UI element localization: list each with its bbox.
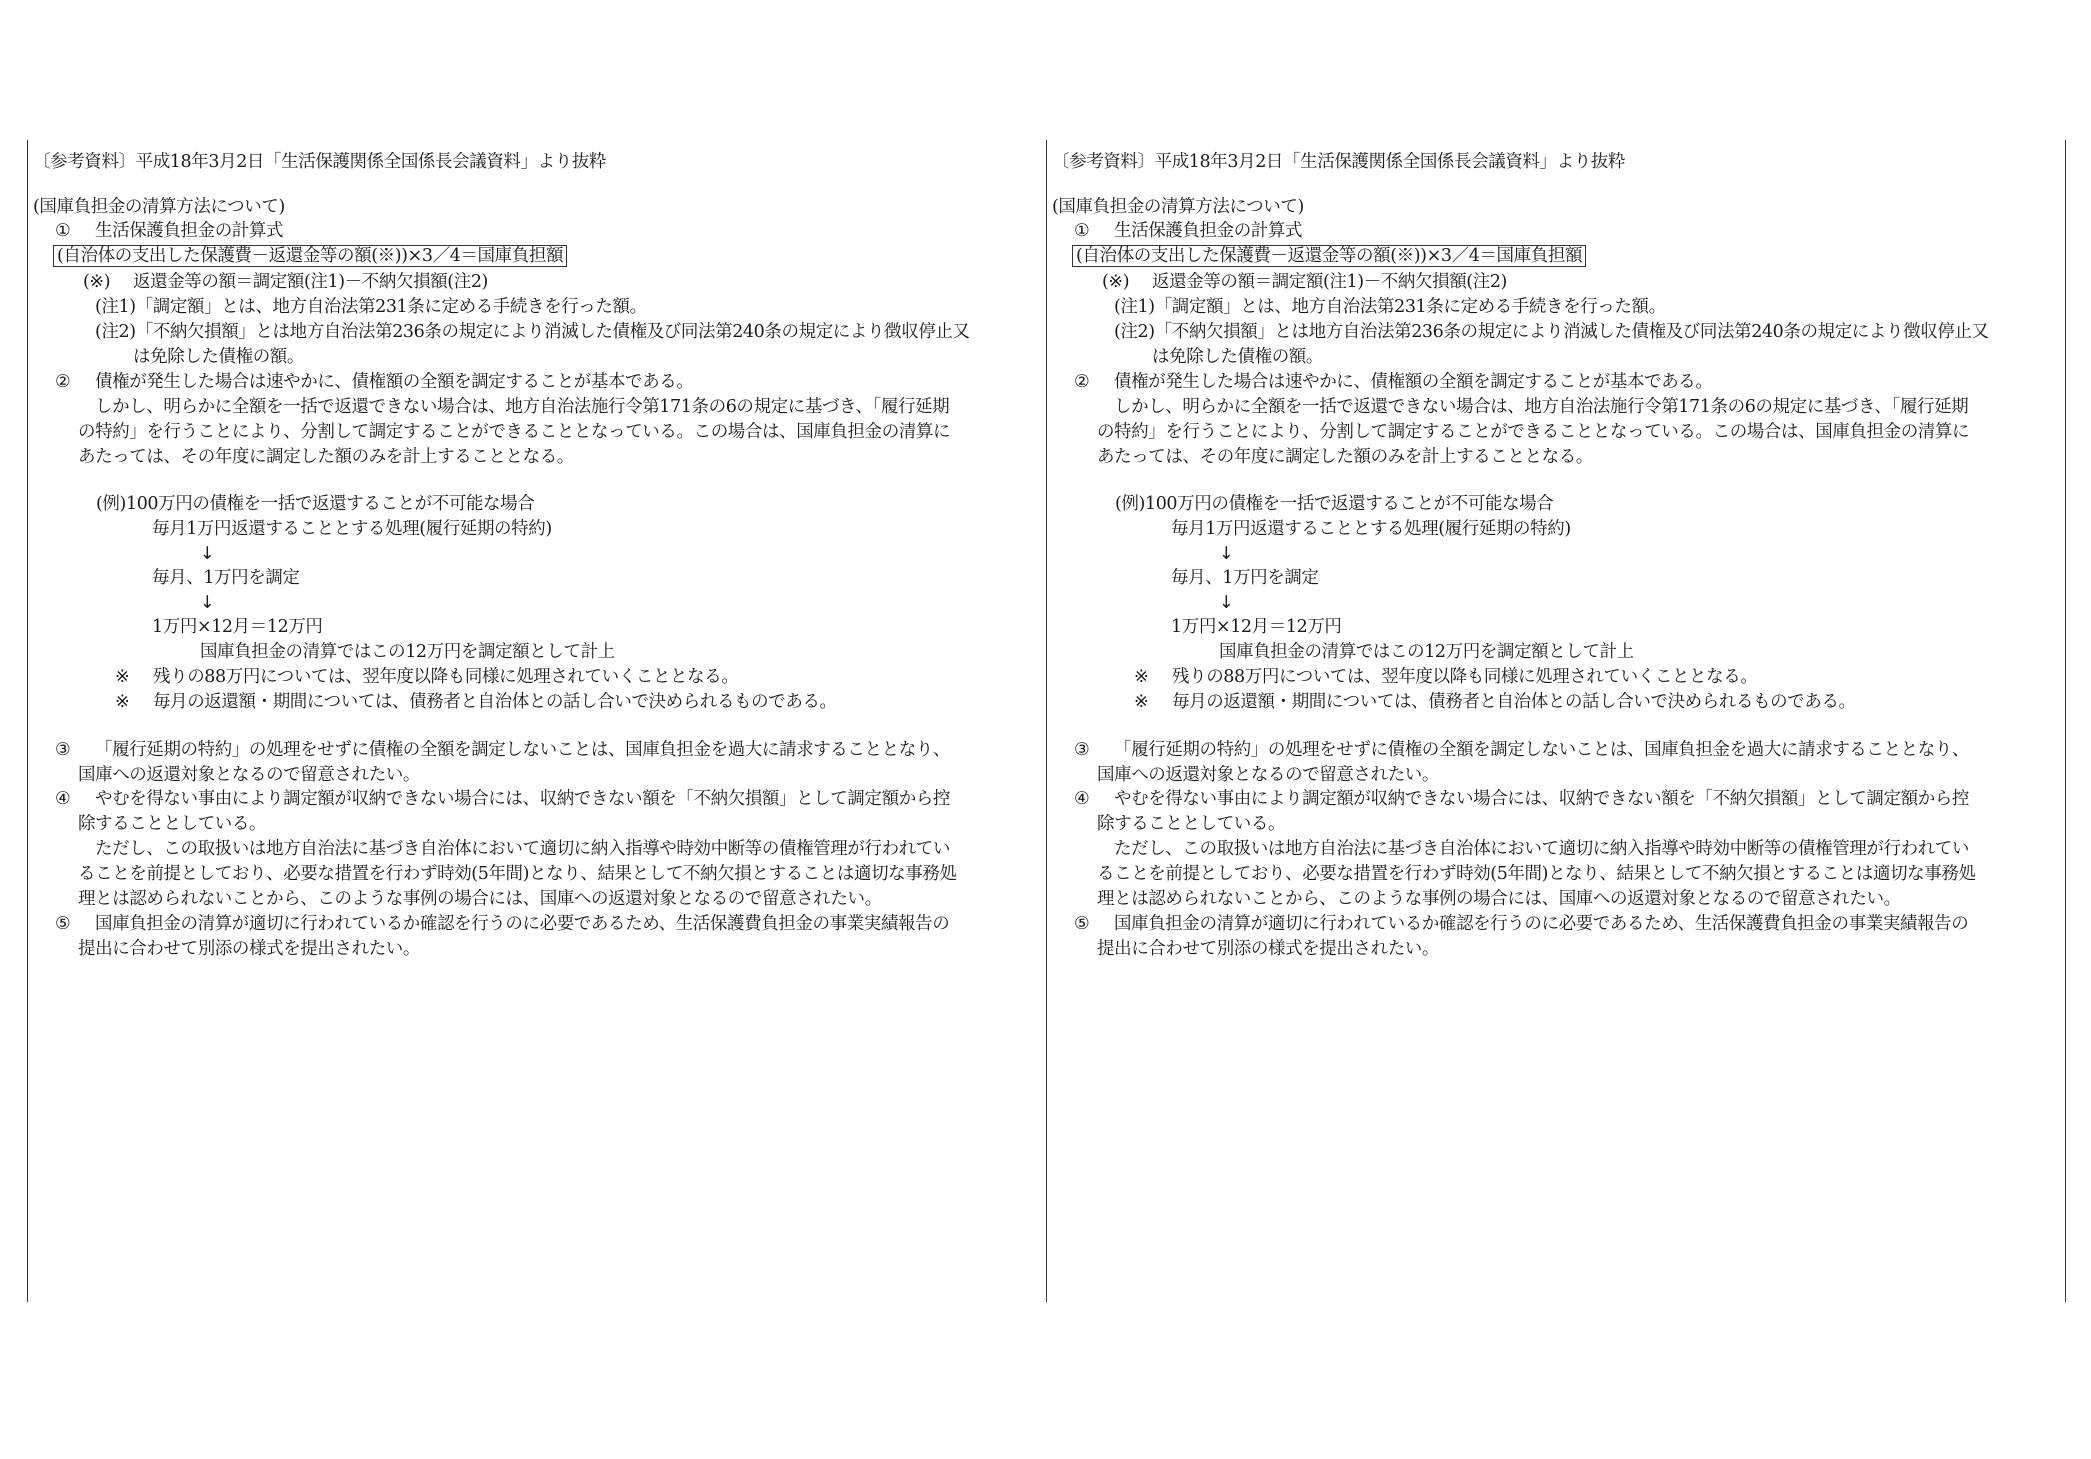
note-text: 返還金等の額＝調定額(注1)－不納欠損額(注2) bbox=[133, 272, 488, 292]
down-arrow-icon: ↓ bbox=[1219, 544, 1234, 564]
formula-box: (自治体の支出した保護費－返還金等の額(※))×3／4＝国庫負担額 bbox=[53, 245, 567, 267]
item2-line4: あたっては、その年度に調定した額のみを計上することとなる。 bbox=[78, 447, 574, 467]
example-note1: 残りの88万円については、翌年度以降も同様に処理されていくこととなる。 bbox=[1172, 667, 1758, 687]
left-border-line bbox=[27, 140, 28, 1302]
item5-line2: 提出に合わせて別添の様式を提出されたい。 bbox=[1097, 939, 1439, 959]
formula-box: (自治体の支出した保護費－返還金等の額(※))×3／4＝国庫負担額 bbox=[1072, 245, 1586, 267]
example-title: (例)100万円の債権を一括で返還することが不可能な場合 bbox=[96, 494, 535, 514]
note-chu2-line2: は免除した債権の額。 bbox=[133, 347, 304, 367]
note-chu1: (注1)「調定額」とは、地方自治法第231条に定める手続きを行った額。 bbox=[95, 297, 647, 317]
item1-marker: ① bbox=[1074, 221, 1090, 241]
item3-line2: 国庫への返還対象となるので留意されたい。 bbox=[78, 765, 420, 785]
item5-marker: ⑤ bbox=[1074, 914, 1090, 934]
section-title: (国庫負担金の清算方法について) bbox=[33, 197, 285, 217]
down-arrow-icon: ↓ bbox=[1219, 593, 1234, 613]
example-note-mark: ※ bbox=[115, 692, 130, 712]
example-note-mark: ※ bbox=[1134, 667, 1149, 687]
item5-line2: 提出に合わせて別添の様式を提出されたい。 bbox=[78, 939, 420, 959]
item2-marker: ② bbox=[55, 372, 71, 392]
example-note2: 毎月の返還額・期間については、債務者と自治体との話し合いで決められるものである。 bbox=[153, 692, 837, 712]
item3-marker: ③ bbox=[1074, 740, 1090, 760]
note-chu2-line1: (注2)「不納欠損額」とは地方自治法第236条の規定により消滅した債権及び同法第240条の規定により徴収停止又 bbox=[95, 322, 970, 342]
example-step2: 毎月、1万円を調定 bbox=[1171, 568, 1319, 588]
center-divider-line bbox=[1046, 140, 1047, 1302]
item2-line2: しかし、明らかに全額を一括で返還できない場合は、地方自治法施行令第171条の6の規定に基づき、「履行延期 bbox=[1114, 397, 1969, 417]
example-step1: 毎月1万円返還することとする処理(履行延期の特約) bbox=[1171, 519, 1571, 539]
item3-line1: 「履行延期の特約」の処理をせずに債権の全額を調定しないことは、国庫負担金を過大に請求することとなり、 bbox=[95, 740, 950, 760]
item1-title: 生活保護負担金の計算式 bbox=[95, 221, 284, 241]
example-step1: 毎月1万円返還することとする処理(履行延期の特約) bbox=[152, 519, 552, 539]
item2-line4: あたっては、その年度に調定した額のみを計上することとなる。 bbox=[1097, 447, 1593, 467]
right-border-line bbox=[2065, 140, 2066, 1302]
example-step4: 国庫負担金の清算ではこの12万円を調定額として計上 bbox=[200, 642, 615, 662]
item4-line1: やむを得ない事由により調定額が収納できない場合には、収納できない額を「不納欠損額」として調定額から控 bbox=[95, 789, 950, 809]
example-step3: 1万円×12月＝12万円 bbox=[152, 617, 323, 637]
item4-line5: 理とは認められないことから、このような事例の場合には、国庫への返還対象となるので留意されたい。 bbox=[78, 889, 882, 909]
example-note2: 毎月の返還額・期間については、債務者と自治体との話し合いで決められるものである。 bbox=[1172, 692, 1856, 712]
item4-line2: 除することとしている。 bbox=[1097, 814, 1286, 834]
note-mark: (※) bbox=[1102, 272, 1130, 292]
item1-marker: ① bbox=[55, 221, 71, 241]
item4-line4: ることを前提としており、必要な措置を行わず時効(5年間)となり、結果として不納欠損とすることは適切な事務処 bbox=[1097, 864, 1976, 884]
note-chu1: (注1)「調定額」とは、地方自治法第231条に定める手続きを行った額。 bbox=[1114, 297, 1666, 317]
example-note-mark: ※ bbox=[1134, 692, 1149, 712]
item2-line3: の特約」を行うことにより、分割して調定することができることとなっている。この場合は、国庫負担金の清算に bbox=[1097, 422, 1970, 442]
example-note1: 残りの88万円については、翌年度以降も同様に処理されていくこととなる。 bbox=[153, 667, 739, 687]
item4-line2: 除することとしている。 bbox=[78, 814, 267, 834]
example-step4: 国庫負担金の清算ではこの12万円を調定額として計上 bbox=[1219, 642, 1634, 662]
item5-marker: ⑤ bbox=[55, 914, 71, 934]
note-text: 返還金等の額＝調定額(注1)－不納欠損額(注2) bbox=[1152, 272, 1507, 292]
item2-line1: 債権が発生した場合は速やかに、債権額の全額を調定することが基本である。 bbox=[95, 372, 694, 392]
item3-line2: 国庫への返還対象となるので留意されたい。 bbox=[1097, 765, 1439, 785]
item4-line3: ただし、この取扱いは地方自治法に基づき自治体において適切に納入指導や時効中断等の債権管理が行われてい bbox=[95, 839, 950, 859]
item2-line2: しかし、明らかに全額を一括で返還できない場合は、地方自治法施行令第171条の6の規定に基づき、「履行延期 bbox=[95, 397, 950, 417]
item3-line1: 「履行延期の特約」の処理をせずに債権の全額を調定しないことは、国庫負担金を過大に請求することとなり、 bbox=[1114, 740, 1969, 760]
note-chu2-line2: は免除した債権の額。 bbox=[1152, 347, 1323, 367]
example-title: (例)100万円の債権を一括で返還することが不可能な場合 bbox=[1115, 494, 1554, 514]
example-step2: 毎月、1万円を調定 bbox=[152, 568, 300, 588]
reference-header: 〔参考資料〕平成18年3月2日「生活保護関係全国係長会議資料」より抜粋 bbox=[1052, 152, 1626, 172]
item5-line1: 国庫負担金の清算が適切に行われているか確認を行うのに必要であるため、生活保護費負担金の事業実績報告の bbox=[1114, 914, 1969, 934]
item2-marker: ② bbox=[1074, 372, 1090, 392]
item5-line1: 国庫負担金の清算が適切に行われているか確認を行うのに必要であるため、生活保護費負担金の事業実績報告の bbox=[95, 914, 950, 934]
item4-line1: やむを得ない事由により調定額が収納できない場合には、収納できない額を「不納欠損額」として調定額から控 bbox=[1114, 789, 1969, 809]
reference-header: 〔参考資料〕平成18年3月2日「生活保護関係全国係長会議資料」より抜粋 bbox=[33, 152, 607, 172]
item4-marker: ④ bbox=[55, 789, 71, 809]
item2-line3: の特約」を行うことにより、分割して調定することができることとなっている。この場合は、国庫負担金の清算に bbox=[78, 422, 951, 442]
item4-line4: ることを前提としており、必要な措置を行わず時効(5年間)となり、結果として不納欠損とすることは適切な事務処 bbox=[78, 864, 957, 884]
section-title: (国庫負担金の清算方法について) bbox=[1052, 197, 1304, 217]
item4-line3: ただし、この取扱いは地方自治法に基づき自治体において適切に納入指導や時効中断等の債権管理が行われてい bbox=[1114, 839, 1969, 859]
item2-line1: 債権が発生した場合は速やかに、債権額の全額を調定することが基本である。 bbox=[1114, 372, 1713, 392]
item1-title: 生活保護負担金の計算式 bbox=[1114, 221, 1303, 241]
item3-marker: ③ bbox=[55, 740, 71, 760]
example-step3: 1万円×12月＝12万円 bbox=[1171, 617, 1342, 637]
down-arrow-icon: ↓ bbox=[200, 593, 215, 613]
example-note-mark: ※ bbox=[115, 667, 130, 687]
note-mark: (※) bbox=[83, 272, 111, 292]
note-chu2-line1: (注2)「不納欠損額」とは地方自治法第236条の規定により消滅した債権及び同法第240条の規定により徴収停止又 bbox=[1114, 322, 1989, 342]
down-arrow-icon: ↓ bbox=[200, 544, 215, 564]
item4-marker: ④ bbox=[1074, 789, 1090, 809]
item4-line5: 理とは認められないことから、このような事例の場合には、国庫への返還対象となるので留意されたい。 bbox=[1097, 889, 1901, 909]
